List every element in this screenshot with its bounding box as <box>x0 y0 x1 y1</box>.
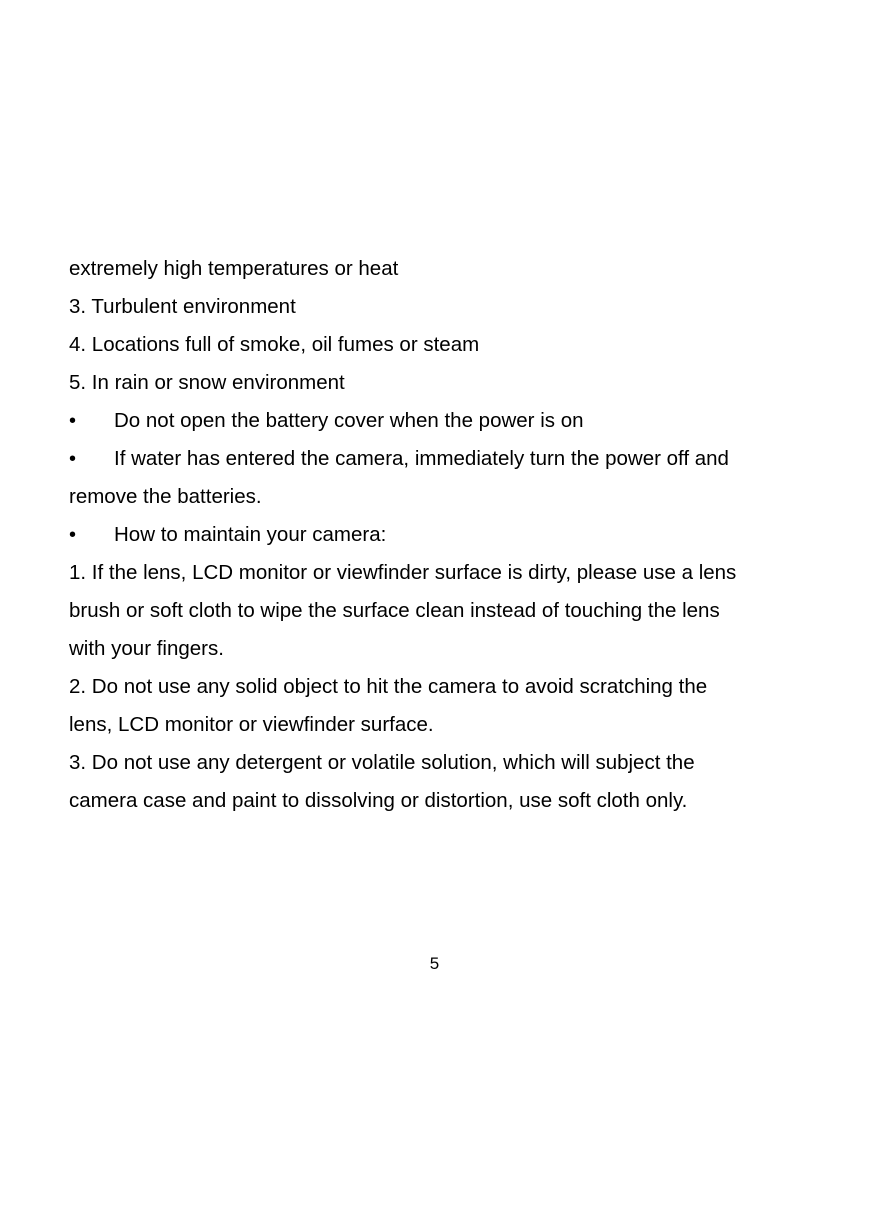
page-number: 5 <box>429 954 440 973</box>
bullet-text: If water has entered the camera, immediately turn the power off and <box>114 447 729 470</box>
bullet-water-entered <box>69 440 799 478</box>
maintenance-line: 1. If the lens, LCD monitor or viewfinder surface is dirty, please use a lens <box>69 561 737 584</box>
bullet-icon: • <box>69 448 77 470</box>
bullet-icon: • <box>69 410 77 432</box>
maintenance-line: with your fingers. <box>69 637 224 660</box>
list-item-rain: 5. In rain or snow environment <box>69 371 345 394</box>
bullet-continuation: remove the batteries. <box>69 485 262 508</box>
body-text <box>69 250 799 820</box>
maintenance-line: brush or soft cloth to wipe the surface clean instead of touching the lens <box>69 599 720 622</box>
maintenance-line: 2. Do not use any solid object to hit the camera to avoid scratching the <box>69 675 708 698</box>
list-item-smoke: 4. Locations full of smoke, oil fumes or steam <box>69 333 480 356</box>
bullet-maintain <box>69 516 799 554</box>
maintenance-line: camera case and paint to dissolving or distortion, use soft cloth only. <box>69 789 688 812</box>
bullet-text: Do not open the battery cover when the power is on <box>114 409 584 432</box>
bullet-battery-cover <box>69 402 799 440</box>
maintenance-line: lens, LCD monitor or viewfinder surface. <box>69 713 434 736</box>
bullet-text: How to maintain your camera: <box>114 523 387 546</box>
bullet-icon: • <box>69 524 77 546</box>
list-item-turbulent: 3. Turbulent environment <box>69 295 296 318</box>
maintenance-line: 3. Do not use any detergent or volatile solution, which will subject the <box>69 751 695 774</box>
text-line: extremely high temperatures or heat <box>69 257 399 280</box>
